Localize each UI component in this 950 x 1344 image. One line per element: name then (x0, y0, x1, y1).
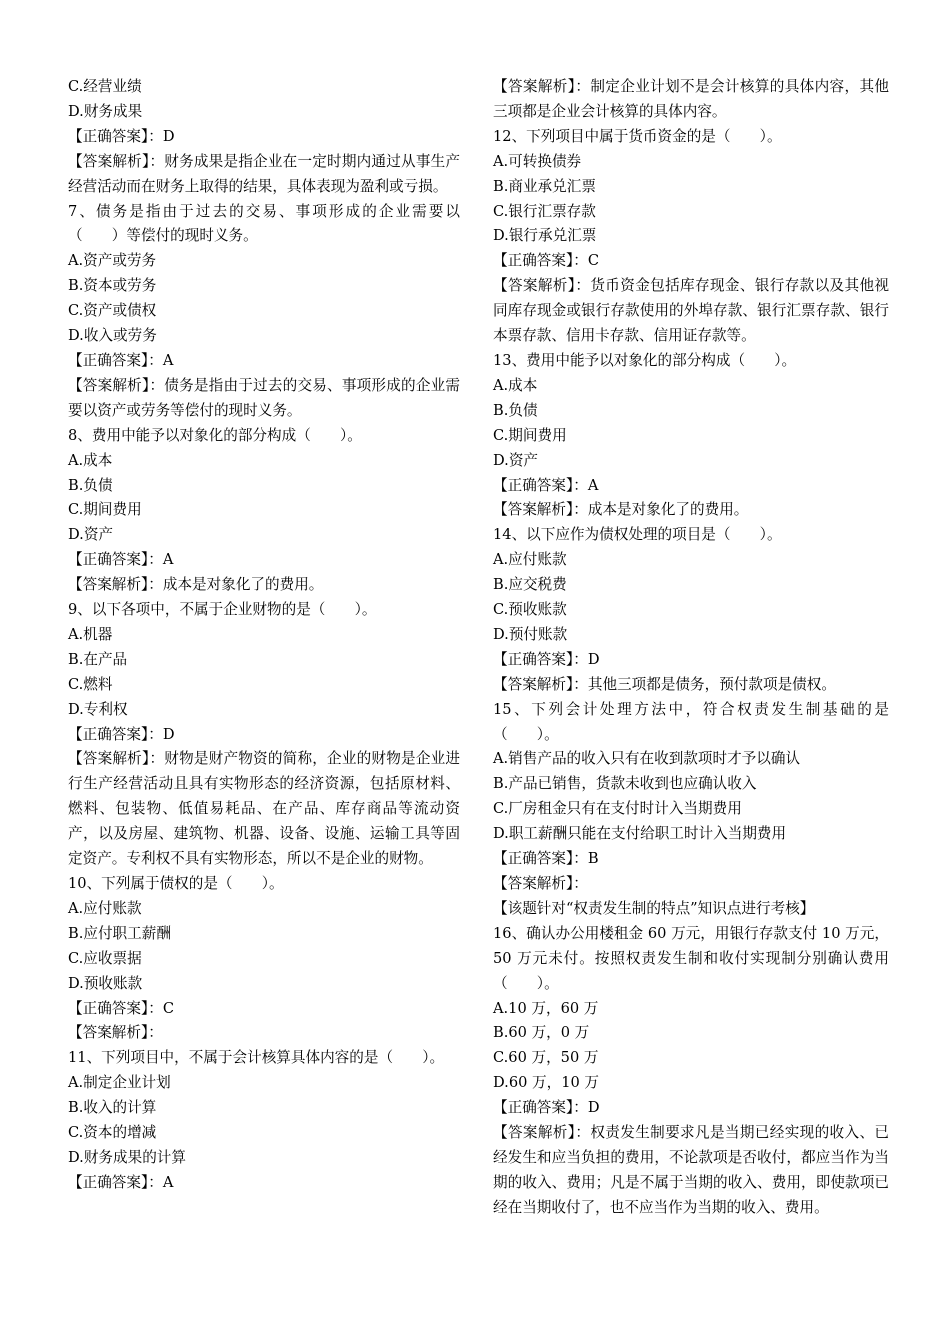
answer-option: C.资产或债权 (68, 302, 157, 320)
answer-explanation: 【答案解析】：成本是对象化了的费用。 (493, 501, 749, 519)
answer-explanation: 【答案解析】：其他三项都是债务，预付款项是债权。 (493, 675, 836, 693)
answer-option: B.资本或劳务 (68, 277, 157, 295)
answer-explanation: 【答案解析】：制定企业计划不是会计核算的具体内容，其他三项都是企业会计核算的具体内容。 (493, 78, 889, 120)
correct-answer: 【正确答案】：D (68, 725, 175, 743)
answer-option: B.负债 (493, 401, 538, 419)
right-column (493, 75, 889, 1221)
answer-option: D.职工薪酬只能在支付给职工时计入当期费用 (493, 825, 787, 843)
answer-option: C.经营业绩 (68, 78, 142, 95)
answer-explanation: 【答案解析】： (68, 1024, 163, 1042)
question-text: 8、费用中能予以对象化的部分构成（ ）。 (68, 426, 362, 444)
answer-option: B.应交税费 (493, 576, 567, 594)
answer-option: B.商业承兑汇票 (493, 177, 596, 195)
answer-option: A.应付账款 (68, 899, 142, 917)
answer-option: C.厂房租金只有在支付时计入当期费用 (493, 800, 742, 818)
answer-option: A.资产或劳务 (68, 252, 157, 270)
answer-option: B.收入的计算 (68, 1099, 157, 1117)
answer-option: A.制定企业计划 (68, 1074, 171, 1092)
correct-answer: 【正确答案】：A (493, 476, 599, 494)
answer-explanation: 【答案解析】： (493, 875, 588, 892)
answer-option: B.60 万，0 万 (493, 1024, 590, 1042)
answer-explanation: 【答案解析】：债务是指由于过去的交易、事项形成的企业需要以资产或劳务等偿付的现时义务。 (68, 376, 460, 419)
question-text: 13、费用中能予以对象化的部分构成（ ）。 (493, 351, 797, 369)
answer-option: A.成本 (493, 376, 538, 394)
correct-answer: 【正确答案】：A (68, 551, 174, 569)
answer-option: D.预收账款 (68, 974, 143, 992)
answer-option: C.燃料 (68, 675, 113, 693)
answer-explanation: 【答案解析】：货币资金包括库存现金、银行存款以及其他视同库存现金或银行存款使用的外埠存款、银行汇票存款、银行本票存款、信用卡存款、信用证存款等。 (493, 277, 889, 345)
correct-answer: 【正确答案】：D (68, 127, 175, 145)
answer-option: C.期间费用 (493, 426, 567, 444)
answer-option: D.收入或劳务 (68, 327, 157, 345)
correct-answer: 【正确答案】：D (493, 1099, 600, 1117)
left-column (68, 75, 460, 1196)
correct-answer: 【正确答案】：A (68, 1173, 174, 1191)
question-text: 9、以下各项中，不属于企业财物的是（ ）。 (68, 601, 377, 619)
correct-answer: 【正确答案】：C (493, 252, 600, 270)
answer-explanation: 【答案解析】：权责发生制要求凡是当期已经实现的收入、已经发生和应当负担的费用，不论款项是否收付，都应当作为当期的收入、费用；凡是不属于当期的收入、费用，即使款项已经在当期收付了，也不应当作为当期的收入、费用。 (493, 1124, 889, 1216)
answer-explanation: 【答案解析】：成本是对象化了的费用。 (68, 576, 324, 594)
answer-option: C.期间费用 (68, 501, 142, 519)
answer-option: B.产品已销售，货款未收到也应确认收入 (493, 775, 757, 793)
answer-option: D.资产 (68, 526, 114, 544)
question-text: 10、下列属于债权的是（ ）。 (68, 875, 284, 892)
answer-option: C.银行汇票存款 (493, 202, 596, 220)
answer-option: A.销售产品的收入只有在收到款项时才予以确认 (493, 750, 801, 768)
answer-option: A.应付账款 (493, 551, 567, 569)
question-text: 15、下列会计处理方法中，符合权责发生制基础的是（ ）。 (493, 700, 889, 743)
answer-option: D.财务成果的计算 (68, 1148, 186, 1166)
answer-option: B.在产品 (68, 650, 128, 668)
answer-option: A.可转换债券 (493, 152, 582, 170)
answer-option: D.60 万，10 万 (493, 1074, 600, 1092)
answer-explanation: 【答案解析】：财物是财产物资的简称，企业的财物是企业进行生产经营活动且具有实物形态的经济资源，包括原材料、燃料、包装物、低值易耗品、在产品、库存商品等流动资产，以及房屋、建筑物、机器、设备、设施、运输工具等固定资产。专利权不具有实物形态，所以不是企业的财物。 (68, 750, 460, 868)
answer-option: C.60 万，50 万 (493, 1049, 599, 1067)
question-text: 16、确认办公用楼租金 60 万元，用银行存款支付 10 万元，50 万元未付。按照权责发生制和收付实现制分别确认费用（ ）。 (493, 924, 889, 992)
answer-option: B.负债 (68, 476, 113, 494)
answer-option: A.成本 (68, 451, 113, 469)
answer-option: D.资产 (493, 451, 539, 469)
question-text: 11、下列项目中，不属于会计核算具体内容的是（ ）。 (68, 1049, 445, 1067)
correct-answer: 【正确答案】：C (68, 999, 175, 1017)
answer-explanation: 【答案解析】：财务成果是指企业在一定时期内通过从事生产经营活动而在财务上取得的结果，具体表现为盈利或亏损。 (68, 152, 460, 195)
question-text: 7、债务是指由于过去的交易、事项形成的企业需要以（ ）等偿付的现时义务。 (68, 202, 460, 245)
answer-option: C.应收票据 (68, 949, 142, 967)
correct-answer: 【正确答案】：D (493, 650, 600, 668)
answer-option: D.银行承兑汇票 (493, 227, 597, 245)
answer-option: D.预付账款 (493, 625, 568, 643)
question-text: 14、以下应作为债权处理的项目是（ ）。 (493, 526, 782, 544)
answer-option: C.资本的增减 (68, 1124, 157, 1142)
correct-answer: 【正确答案】：B (493, 850, 599, 868)
answer-option: C.预收账款 (493, 601, 567, 619)
answer-option: B.应付职工薪酬 (68, 924, 171, 942)
answer-option: D.专利权 (68, 700, 128, 718)
answer-option: A.机器 (68, 625, 113, 643)
answer-option: A.10 万，60 万 (493, 999, 599, 1017)
question-text: 12、下列项目中属于货币资金的是（ ）。 (493, 127, 782, 145)
correct-answer: 【正确答案】：A (68, 351, 174, 369)
answer-option: D.财务成果 (68, 102, 143, 120)
knowledge-point-note: 【该题针对“权责发生制的特点”知识点进行考核】 (493, 899, 815, 917)
